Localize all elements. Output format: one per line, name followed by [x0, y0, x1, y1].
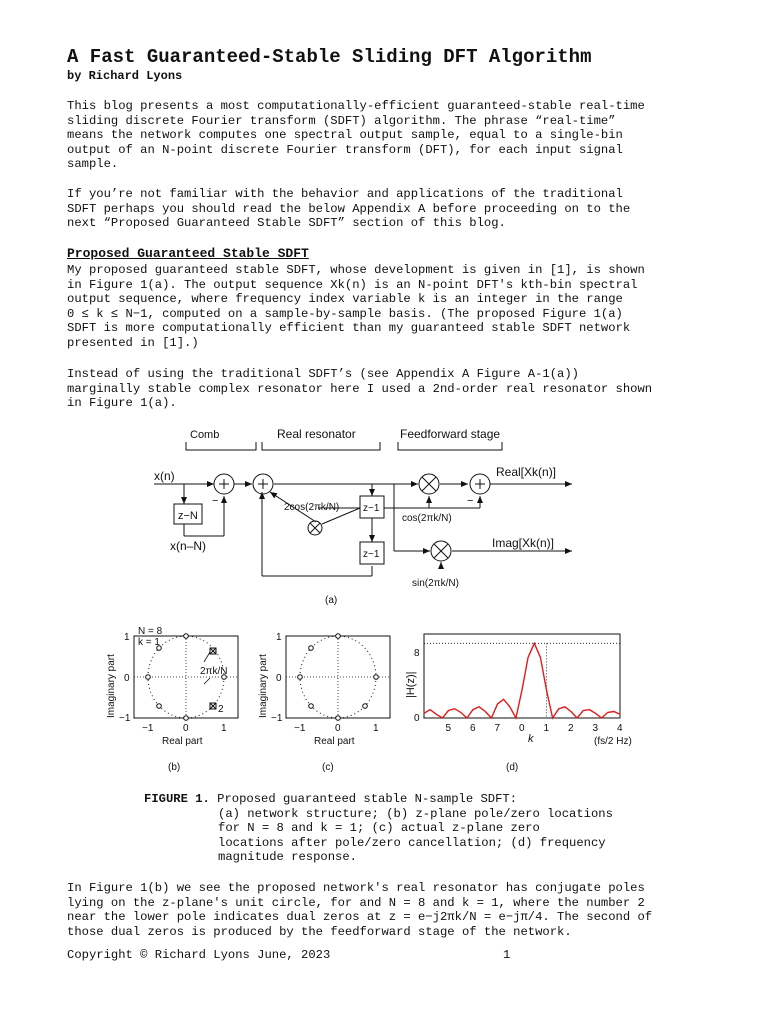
xtick: 0	[519, 723, 525, 734]
network-diagram	[140, 420, 590, 610]
text-line: in Figure 1(a). The output sequence Xk(n) is an N-point DFT's kth-bin spectral	[67, 277, 638, 292]
resonator-bracket	[262, 442, 380, 450]
text-line: output sequence, where frequency index variable k is an integer in the range	[67, 292, 623, 307]
minus-sign: −	[212, 495, 219, 507]
xtick: 0	[335, 723, 341, 734]
pole-markers	[210, 648, 216, 709]
xtick: 6	[470, 723, 476, 734]
text-line: in Figure 1(a).	[67, 396, 177, 411]
text-line: presented in [1].)	[67, 335, 199, 350]
subfigure-label-c: (c)	[322, 762, 334, 773]
paragraph-intro	[67, 99, 707, 172]
magnitude-response-chart	[402, 628, 652, 780]
xtick: 2	[568, 723, 574, 734]
ytick: 0	[414, 713, 420, 724]
ytick: −1	[271, 713, 283, 724]
y-axis-label: |H(z)|	[405, 671, 417, 698]
label-z1-2: z−1	[363, 549, 380, 560]
text-line: My proposed guaranteed stable SDFT, whose development is given in [1], is shown	[67, 263, 645, 277]
text-line: those dual zeros is produced by the feedforward stage of the network.	[67, 924, 572, 939]
caption-line: locations after pole/zero cancellation; (d) frequency	[218, 835, 606, 850]
label-real-resonator: Real resonator	[277, 427, 356, 441]
label-angle: 2πk/N	[200, 666, 228, 677]
text-line: If you’re not familiar with the behavior and applications of the traditional	[67, 187, 623, 201]
ytick: 0	[276, 673, 282, 684]
label-imag-output: Imag[Xk(n)]	[492, 536, 555, 550]
caption-line: for N = 8 and k = 1; (c) actual z-plane zero	[218, 821, 540, 836]
figure-caption	[144, 792, 664, 865]
label-delayed-input: x(n–N)	[170, 539, 207, 553]
xtick: 0	[183, 723, 189, 734]
label-zn: z−N	[178, 510, 198, 522]
label-dual-zero: 2	[218, 704, 224, 715]
label-sin: sin(2πk/N)	[412, 578, 459, 589]
xtick: 7	[494, 723, 501, 734]
subfigure-label-b: (b)	[168, 762, 181, 773]
section-heading: Proposed Guaranteed Stable SDFT	[67, 246, 309, 261]
xtick: 1	[373, 723, 379, 734]
text-line: 0 ≤ k ≤ N−1, computed on a sample-by-sample basis. (The proposed Figure 1(a)	[67, 306, 623, 321]
ytick: 0	[124, 673, 130, 684]
y-axis-label: Imaginary part	[258, 654, 269, 718]
text-line: sliding discrete Fourier transform (SDFT) algorithm. The phrase “real-time”	[67, 113, 616, 128]
label-feedforward: Feedforward stage	[400, 427, 501, 441]
comb-bracket	[186, 442, 256, 450]
pole-zero-plot-c	[252, 620, 402, 780]
xtick: 3	[592, 723, 599, 734]
subfigure-label-d: (d)	[506, 762, 519, 773]
label-k: k = 1	[138, 637, 160, 648]
xtick: −1	[294, 723, 306, 734]
label-n: N = 8	[138, 626, 163, 637]
text-line: output of an N-point discrete Fourier transform (DFT), for each input signal	[67, 142, 623, 157]
x-tick-labels	[446, 723, 624, 734]
xtick: −1	[142, 723, 154, 734]
label-cos: cos(2πk/N)	[402, 513, 452, 524]
page-footer	[67, 948, 707, 962]
text-line: SDFT is more computationally efficient than my guaranteed stable SDFT network	[67, 321, 631, 336]
page-title: A Fast Guaranteed-Stable Sliding DFT Algorithm	[67, 46, 592, 68]
paragraph-proposed	[67, 263, 707, 351]
ytick: 1	[124, 632, 130, 643]
text-line: In Figure 1(b) we see the proposed network's real resonator has conjugate poles	[67, 881, 645, 895]
subfigure-label-a: (a)	[325, 595, 338, 606]
x-axis-label: k	[528, 733, 534, 745]
copyright: Copyright © Richard Lyons June, 2023	[67, 948, 331, 962]
text-line: Instead of using the traditional SDFT’s (see Appendix A Figure A-1(a))	[67, 367, 579, 381]
text-line: sample.	[67, 157, 119, 172]
y-axis-label: Imaginary part	[106, 654, 117, 718]
magnitude-curve	[424, 643, 620, 718]
label-z1: z−1	[363, 503, 380, 514]
ytick: 8	[414, 648, 420, 659]
paragraph-resonator	[67, 367, 707, 411]
text-line: means the network computes one spectral output sample, equal to a single-bin	[67, 128, 623, 143]
label-comb: Comb	[190, 429, 220, 441]
text-line: lying on the z-plane's unit circle, for and N = 8 and k = 1, where the number 2	[67, 895, 645, 910]
caption-label: FIGURE 1.	[144, 792, 210, 806]
plot-frame	[424, 634, 620, 718]
minus-sign: −	[467, 495, 474, 507]
byline: by Richard Lyons	[67, 69, 183, 83]
paragraph-appendix-note	[67, 187, 707, 231]
x-axis-unit: (fs/2 Hz)	[594, 736, 632, 747]
pole-zero-plot-b	[100, 620, 250, 780]
text-line: near the lower pole indicates dual zeros at z = e−j2πk/N = e−jπ/4. The second of	[67, 910, 653, 925]
ytick: −1	[119, 713, 131, 724]
caption-line: (a) network structure; (b) z-plane pole/zero locations	[218, 806, 613, 821]
text-line: next “Proposed Guaranteed Stable SDFT” section of this blog.	[67, 216, 506, 231]
text-line: marginally stable complex resonator here I used a 2nd-order real resonator shown	[67, 381, 653, 396]
xtick: 1	[221, 723, 227, 734]
label-real-output: Real[Xk(n)]	[496, 465, 557, 479]
paragraph-pole-zero	[67, 881, 707, 939]
text-line: This blog presents a most computationally-efficient guaranteed-stable real-time	[67, 99, 645, 113]
xtick: 1	[543, 723, 550, 734]
label-2cos: 2cos(2πk/N)	[284, 502, 340, 513]
text-line: SDFT perhaps you should read the below Appendix A before proceeding on to the	[67, 201, 631, 216]
caption-line: magnitude response.	[218, 850, 357, 865]
x-axis-label: Real part	[314, 736, 355, 747]
feedforward-bracket	[398, 442, 502, 450]
label-input: x(n)	[154, 469, 175, 483]
x-axis-label: Real part	[162, 736, 203, 747]
xtick: 5	[445, 723, 452, 734]
caption-line: Proposed guaranteed stable N-sample SDFT:	[217, 792, 518, 806]
page-number: 1	[503, 948, 511, 962]
ytick: 1	[276, 632, 282, 643]
xtick: 4	[617, 723, 623, 734]
